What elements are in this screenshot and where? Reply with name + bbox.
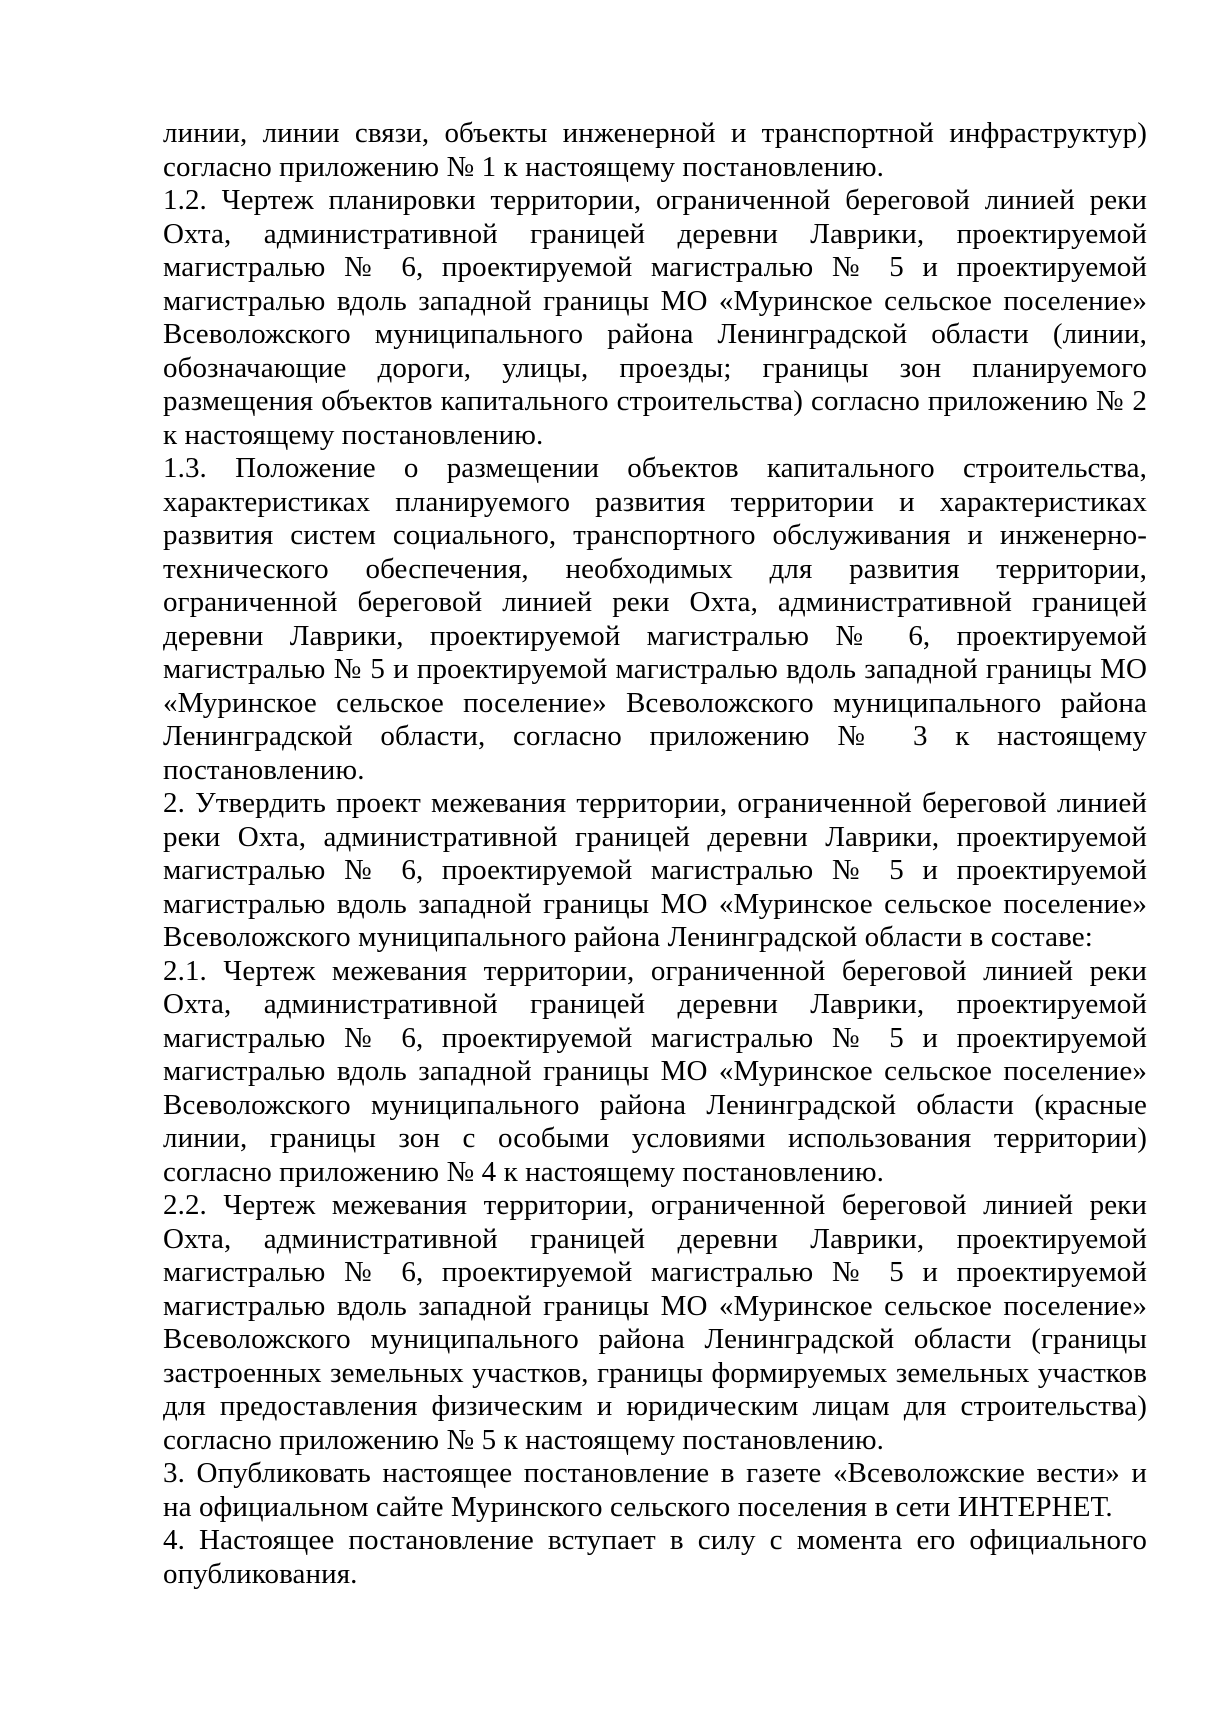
paragraph-4: 4. Настоящее постановление вступает в силу с момента его официального опубликования. <box>163 1524 1147 1590</box>
paragraph-1-3: 1.3. Положение о размещении объектов капитального строительства, характеристиках планируемого развития территории и характеристиках развития систем социального, транспортного обслуживания и инженерно-технического обеспечения, необходимых для развития территории, ограниченной береговой линией реки Охта, административной границей деревни Лаврики, проектируемой магистралью № 6, проектируемой магистралью № 5 и проектируемой магистралью вдоль западной границы МО «Муринское сельское поселение» Всеволожского муниципального района Ленинградской области, согласно приложению № 3 к настоящему постановлению. <box>163 452 1147 786</box>
document-body <box>163 117 1147 1591</box>
paragraph-2-1: 2.1. Чертеж межевания территории, ограниченной береговой линией реки Охта, административной границей деревни Лаврики, проектируемой магистралью № 6, проектируемой магистралью № 5 и проектируемой магистралью вдоль западной границы МО «Муринское сельское поселение» Всеволожского муниципального района Ленинградской области (красные линии, границы зон с особыми условиями использования территории) согласно приложению № 4 к настоящему постановлению. <box>163 954 1147 1188</box>
paragraph-3: 3. Опубликовать настоящее постановление в газете «Всеволожские вести» и на официальном сайте Муринского сельского поселения в сети ИНТЕРНЕТ. <box>163 1457 1147 1523</box>
paragraph-2: 2. Утвердить проект межевания территории, ограниченной береговой линией реки Охта, административной границей деревни Лаврики, проектируемой магистралью № 6, проектируемой магистралью № 5 и проектируемой магистралью вдоль западной границы МО «Муринское сельское поселение» Всеволожского муниципального района Ленинградской области в составе: <box>163 787 1147 953</box>
paragraph-1-2: 1.2. Чертеж планировки территории, ограниченной береговой линией реки Охта, административной границей деревни Лаврики, проектируемой магистралью № 6, проектируемой магистралью № 5 и проектируемой магистралью вдоль западной границы МО «Муринское сельское поселение» Всеволожского муниципального района Ленинградской области (линии, обозначающие дороги, улицы, проезды; границы зон планируемого размещения объектов капитального строительства) согласно приложению № 2 к настоящему постановлению. <box>163 184 1147 451</box>
paragraph-2-2: 2.2. Чертеж межевания территории, ограниченной береговой линией реки Охта, административной границей деревни Лаврики, проектируемой магистралью № 6, проектируемой магистралью № 5 и проектируемой магистралью вдоль западной границы МО «Муринское сельское поселение» Всеволожского муниципального района Ленинградской области (границы застроенных земельных участков, границы формируемых земельных участков для предоставления физическим и юридическим лицам для строительства) согласно приложению № 5 к настоящему постановлению. <box>163 1189 1147 1456</box>
paragraph-appendix-1-tail: линии, линии связи, объекты инженерной и транспортной инфраструктур) согласно приложению № 1 к настоящему постановлению. <box>163 117 1147 183</box>
